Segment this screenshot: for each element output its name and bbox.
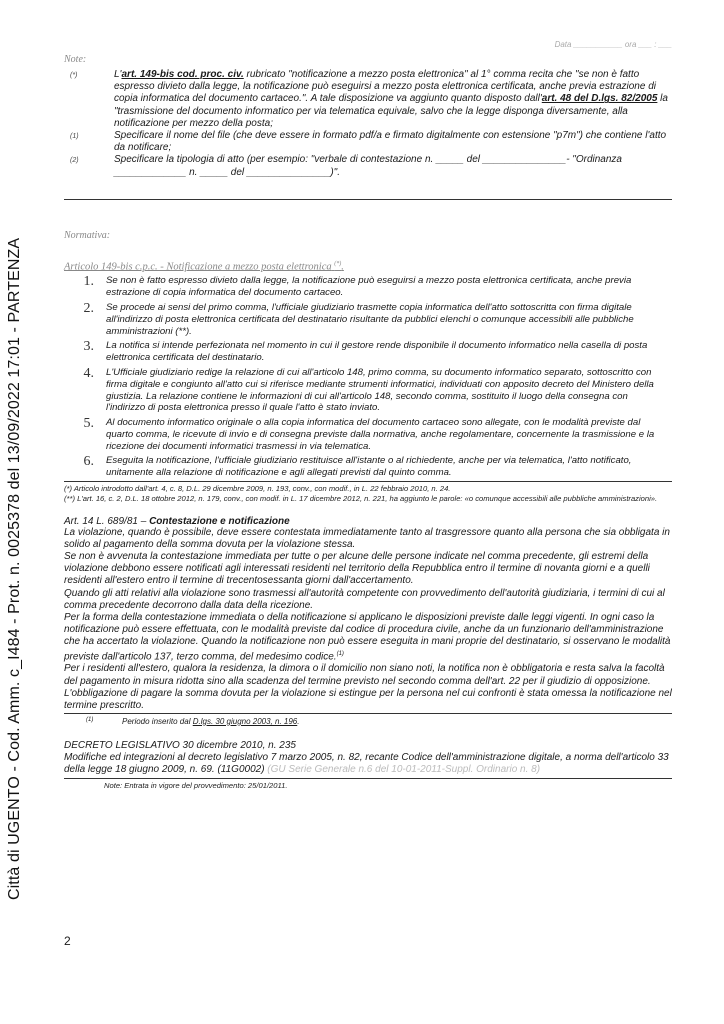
decreto-body bbox=[64, 752, 672, 776]
art14-heading-bold: Contestazione e notificazione bbox=[149, 516, 290, 528]
list-text: L'Ufficiale giudiziario redige la relazione di cui all'articolo 148, primo comma, su documento informatico separato, sottoscritto con firma digitale e congiunto all'atto cui si riferisce mediante strumenti informatici, individuati con apposito decreto del Ministero della giustizia. La relazione contiene le informazioni di cui all'articolo 148, secondo comma, sostituito il luogo della consegna con l'indirizzo di posta elettronica presso il quale l'atto è stato inviato. bbox=[106, 366, 654, 414]
footnote: (*) Articolo introdotto dall'art. 4, c. 8, D.L. 29 dicembre 2009, n. 193, conv., con modif., in L. 22 febbraio 2010, n. 24. bbox=[64, 484, 451, 494]
art14-paragraph: Quando gli atti relativi alla violazione sono trasmessi all'autorità competente con provvedimento dell'autorità giudiziaria, i termini di cui al comma precedente decorrono dalla data della ricezione. bbox=[64, 587, 665, 611]
article-title-sup: (*) bbox=[334, 260, 342, 267]
footnote: (**) L'art. 16, c. 2, D.L. 18 ottobre 2012, n. 179, conv., con modif. in L. 17 dicembre 2012, n. 221, ha aggiunto le parole: «o comunque accessibili alle pubbliche amministrazioni». bbox=[64, 494, 658, 504]
decreto-body-text: Modifiche ed integrazioni al decreto legislativo 7 marzo 2005, n. 82, recante Codice dell'amministrazione digitale, a norma dell'articolo 33 della legge 18 giugno 2009, n. 69. (11G0002) bbox=[64, 751, 669, 775]
note-mark: (*) bbox=[70, 72, 78, 79]
divider bbox=[64, 199, 672, 200]
note-mark: (1) bbox=[70, 133, 79, 141]
divider bbox=[64, 481, 672, 482]
notes-label: Note: bbox=[64, 54, 87, 65]
note-text-part: rubricato "notificazione a mezzo posta elettronica" al 1° comma recita che "se non è fatto espresso divieto dalla legge, la notificazione può eseguirsi a mezzo posta elettronica certificata, anche previa estrazione di copia informatica del documento cartaceo.". A tale disposizione va aggiunto quanto disposto dall' bbox=[114, 69, 656, 105]
law-reference-link[interactable]: D.lgs. 30 giugno 2003, n. 196 bbox=[192, 716, 298, 726]
note-text: Specificare la tipologia di atto (per esempio: "verbale di contestazione n. _____ del _______________- "Ordinanza _____________ n. _____ del _______________)". bbox=[114, 154, 622, 178]
divider bbox=[64, 778, 672, 779]
art14-paragraph: Se non è avvenuta la contestazione immediata per tutte o per alcune delle persone indicate nel comma precedente, gli estremi della violazione debbono essere notificati agli interessati residenti nel territorio della Repubblica entro il termine di novanta giorni e a quelli residenti all'estero entro il termine di trecentosessanta giorni dall'accertamento. bbox=[64, 551, 650, 587]
art14-paragraph: La violazione, quando è possibile, deve essere contestata immediatamente tanto al trasgressore quanto alla persona che sia obbligata in solido al pagamento della somma dovuta per la violazione stessa. bbox=[64, 527, 670, 551]
decreto-note: Note: Entrata in vigore del provvedimento: 25/01/2011. bbox=[104, 781, 288, 791]
art14-footnote bbox=[64, 717, 672, 726]
gazette-reference: (GU Serie Generale n.6 del 10-01-2011-Suppl. Ordinario n. 8) bbox=[264, 764, 541, 775]
list-item bbox=[64, 302, 672, 337]
note-item bbox=[64, 69, 672, 130]
list-item bbox=[64, 275, 672, 299]
art14-paragraph: L'obbligazione di pagare la somma dovuta per la violazione si estingue per la persona nel cui confronti è stata omessa la notificazione nel termine prescritto. bbox=[64, 687, 672, 711]
note-item bbox=[64, 154, 672, 178]
list-number: 6. bbox=[83, 454, 94, 470]
art14-paragraph-text: Per la forma della contestazione immediata o della notificazione si applicano le disposizioni previste dalle leggi vigenti. In ogni caso la notificazione può essere effettuata, con le modalità previste dal codice di procedura civile, anche da un funzionario dell'amministrazione che ha accertato la violazione. Quando la notificazione non può essere eseguita in mani proprie del destinatario, si osservano le modalità previste dall'articolo 137, terzo comma, del medesimo codice. bbox=[64, 611, 671, 663]
list-item bbox=[64, 417, 672, 452]
list-text: La notifica si intende perfezionata nel momento in cui il gestore rende disponibile il documento informatico nella casella di posta elettronica certificata del destinatario. bbox=[106, 340, 648, 364]
art14-paragraph: Per i residenti all'estero, qualora la residenza, la dimora o il domicilio non siano noti, la notifica non è obbligatoria e resta salva la facoltà del pagamento in misura ridotta sino alla scadenza del termine previsto nel secondo comma dell'art. 22 per il giudizio di opposizione. bbox=[64, 663, 665, 687]
art14-heading bbox=[64, 516, 672, 527]
list-item bbox=[64, 367, 672, 414]
page-number: 2 bbox=[64, 934, 71, 948]
art14-paragraph bbox=[64, 612, 672, 664]
list-number: 2. bbox=[83, 300, 94, 316]
divider bbox=[64, 713, 672, 714]
list-number: 4. bbox=[83, 365, 94, 381]
protocol-stamp: Città di UGENTO - Cod. Amm. c_I484 - Prot. n. 0025378 del 13/09/2022 17:01 - PARTENZA bbox=[6, 237, 23, 900]
note-mark: (2) bbox=[70, 157, 79, 165]
list-item bbox=[64, 455, 672, 479]
list-number: 1. bbox=[83, 274, 94, 290]
list-text: Eseguita la notificazione, l'ufficiale giudiziario restituisce all'istante o al richiedente, anche per via telematica, l'atto notificato, unitamente alla relazione di notificazione e agli allegati previsti dal quinto comma. bbox=[106, 455, 632, 479]
footnote-mark: (1) bbox=[86, 716, 94, 723]
note-text: Specificare il nome del file (che deve essere in formato pdf/a e firmato digitalmente con estensione "p7m") che contiene l'atto da notificare; bbox=[114, 130, 667, 154]
law-reference-link[interactable]: art. 48 del D.lgs. 82/2005 bbox=[541, 93, 658, 105]
article-title-text: Articolo 149-bis c.p.c. - Notificazione a mezzo posta elettronica bbox=[64, 261, 332, 273]
decreto-title: DECRETO LEGISLATIVO 30 dicembre 2010, n. 235 bbox=[64, 739, 296, 751]
list-text: Al documento informatico originale o alla copia informatica del documento cartaceo sono allegate, con le modalità previste dal quarto comma, le ricevute di invio e di consegna previste dalla normativa, anche regolamentare, concernente la trasmissione e la ricezione dei documenti informatici trasmessi in via telematica. bbox=[106, 417, 655, 452]
date-line: Data ___________ ora ___ : ___ bbox=[554, 40, 672, 49]
list-number: 3. bbox=[83, 339, 94, 355]
article-list bbox=[64, 275, 672, 479]
footnote-text: Periodo inserito dal bbox=[122, 716, 193, 726]
law-reference-link[interactable]: art. 149-bis cod. proc. civ. bbox=[121, 69, 244, 80]
art14-heading-prefix: Art. 14 L. 689/81 – bbox=[64, 516, 150, 528]
footnote-end: . bbox=[297, 716, 300, 726]
article-title: Articolo 149-bis c.p.c. - Notificazione a mezzo posta elettronica (*). bbox=[64, 260, 344, 273]
note-item bbox=[64, 130, 672, 154]
note-text-part: la "trasmissione del documento informatico per via telematica equivale, salvo che la legge disponga diversamente, alla notificazione per mezzo della posta; bbox=[114, 93, 668, 129]
footnote-marker: (1) bbox=[336, 651, 344, 658]
list-number: 5. bbox=[83, 416, 94, 432]
note-text-part: L' bbox=[114, 69, 122, 80]
note-text bbox=[92, 69, 672, 130]
document-body bbox=[64, 54, 672, 791]
list-text: Se non è fatto espresso divieto dalla legge, la notificazione può eseguirsi a mezzo posta elettronica certificata, anche previa estrazione di copia informatica del documento cartaceo. bbox=[106, 275, 632, 299]
list-text: Se procede ai sensi del primo comma, l'ufficiale giudiziario trasmette copia informatica dell'atto sottoscritta con firma digitale all'indirizzo di posta elettronica certificata del destinatario risultante da pubblici elenchi o comunque accessibili alle pubbliche amministrazioni (**). bbox=[106, 301, 634, 337]
normativa-label: Normativa: bbox=[64, 229, 111, 241]
list-item bbox=[64, 340, 672, 364]
